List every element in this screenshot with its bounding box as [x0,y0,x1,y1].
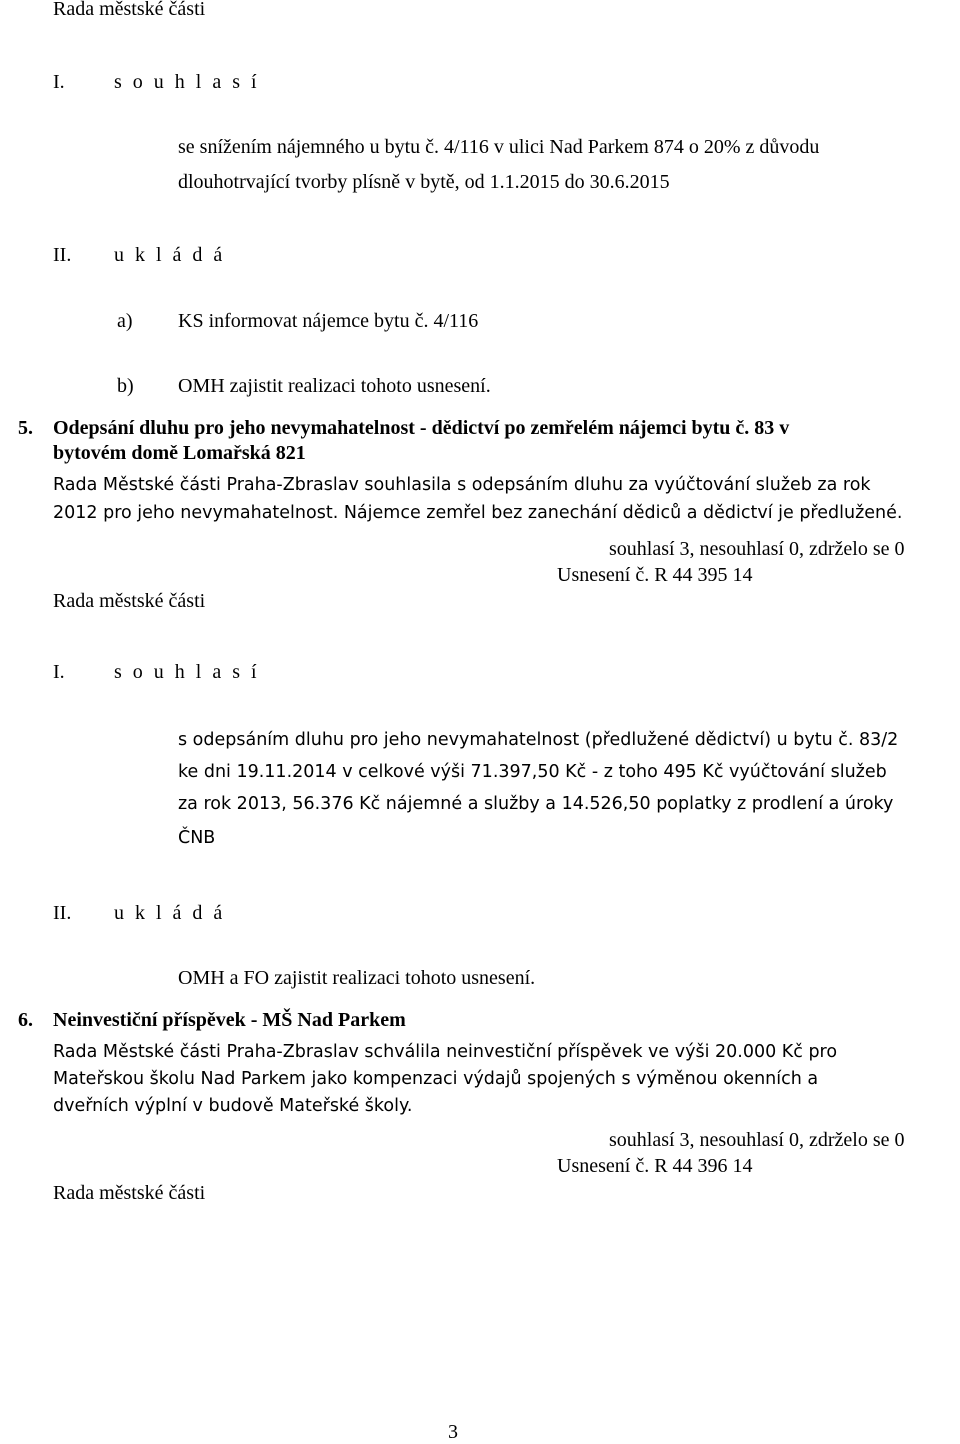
list-item: OMH zajistit realizaci tohoto usnesení. [178,375,491,397]
resolution-text: OMH a FO zajistit realizaci tohoto usnesení. [178,967,536,989]
vote-result: souhlasí 3, nesouhlasí 0, zdrželo se 0 [609,538,905,560]
resolution-verb: u k l á d á [114,902,226,924]
resolution-number: II. [53,902,72,924]
resolution-text: ČNB [178,828,216,848]
resolution-number: I. [53,661,65,683]
council-label: Rada městské části [53,590,206,612]
resolution-verb: s o u h l a s í [114,71,260,93]
resolution-id: Usnesení č. R 44 396 14 [557,1155,753,1177]
list-item: KS informovat nájemce bytu č. 4/116 [178,310,479,332]
resolution-id: Usnesení č. R 44 395 14 [557,564,753,586]
list-marker: a) [117,310,133,332]
council-label: Rada městské části [53,1182,206,1204]
body-text: Mateřskou školu Nad Parkem jako kompenzaci výdajů spojených s výměnou okenních a [53,1069,819,1089]
section-heading: Odepsání dluhu pro jeho nevymahatelnost - dědictví po zemřelém nájemci bytu č. 83 v [53,417,790,439]
council-label: Rada městské části [53,0,206,20]
section-number: 6. [18,1009,33,1031]
body-text: Rada Městské části Praha-Zbraslav schválila neinvestiční příspěvek ve výši 20.000 Kč pro [53,1042,838,1062]
resolution-text: dlouhotrvající tvorby plísně v bytě, od 1.1.2015 do 30.6.2015 [178,171,670,193]
body-text: 2012 pro jeho nevymahatelnost. Nájemce zemřel bez zanechání dědiců a dědictví je předlužené. [53,503,903,523]
resolution-text: ke dni 19.11.2014 v celkové výši 71.397,50 Kč - z toho 495 Kč vyúčtování služeb [178,762,887,782]
section-number: 5. [18,417,33,439]
resolution-text: se snížením nájemného u bytu č. 4/116 v ulici Nad Parkem 874 o 20% z důvodu [178,136,820,158]
section-heading: Neinvestiční příspěvek - MŠ Nad Parkem [53,1009,406,1031]
section-heading: bytovém domě Lomařská 821 [53,442,306,464]
resolution-number: II. [53,244,72,266]
list-marker: b) [117,375,134,397]
body-text: Rada Městské části Praha-Zbraslav souhlasila s odepsáním dluhu za vyúčtování služeb za rok [53,475,871,495]
body-text: dveřních výplní v budově Mateřské školy. [53,1096,413,1116]
resolution-text: za rok 2013, 56.376 Kč nájemné a služby a 14.526,50 poplatky z prodlení a úroky [178,794,894,814]
resolution-verb: s o u h l a s í [114,661,260,683]
resolution-text: s odepsáním dluhu pro jeho nevymahatelnost (předlužené dědictví) u bytu č. 83/2 [178,730,899,750]
page-number: 3 [448,1421,458,1443]
vote-result: souhlasí 3, nesouhlasí 0, zdrželo se 0 [609,1129,905,1151]
resolution-verb: u k l á d á [114,244,226,266]
resolution-number: I. [53,71,65,93]
